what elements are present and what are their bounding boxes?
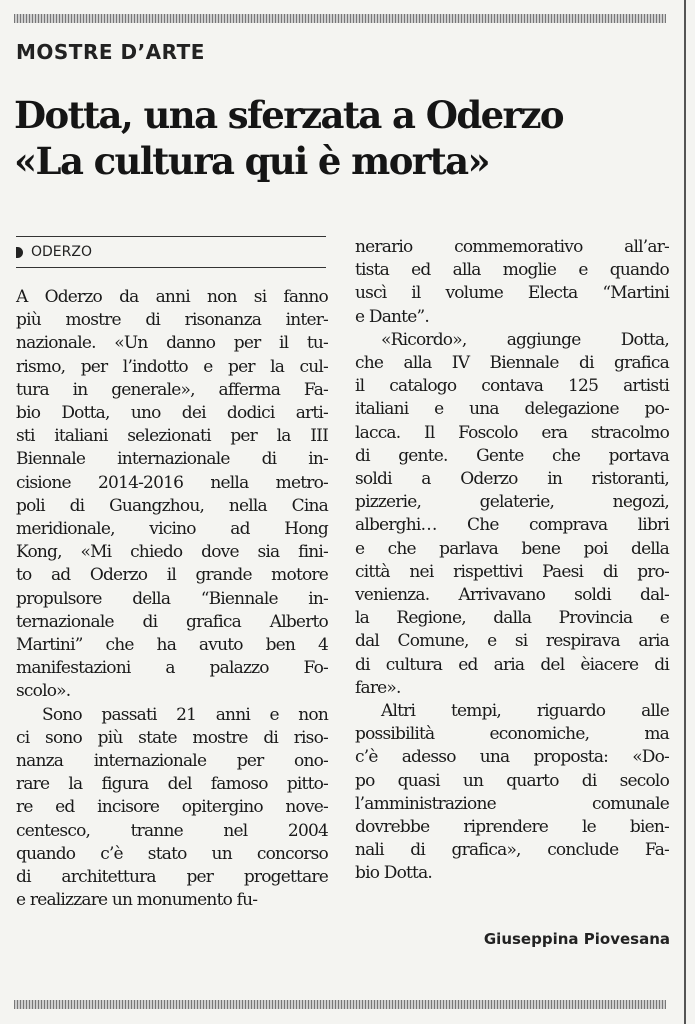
headline: [14, 92, 674, 184]
paragraph: [355, 329, 669, 700]
paragraph: [16, 704, 328, 913]
text-line: città nei rispettivi Paesi di pro-: [355, 561, 669, 582]
text-line: nali di grafica», conclude Fa-: [355, 840, 669, 861]
text-line: «Ricordo», aggiunge Dotta,: [381, 329, 669, 350]
article-column-2: [355, 236, 669, 886]
text-line: cisione 2014-2016 nella metro-: [16, 472, 328, 493]
text-line: il catalogo contava 125 artisti: [355, 376, 669, 397]
text-line: l’amministrazione comunale: [355, 793, 669, 814]
text-line: fare».: [355, 677, 401, 698]
paragraph: [16, 286, 328, 704]
text-line: quando c’è stato un concorso: [16, 843, 328, 864]
text-line: pizzerie, gelaterie, negozi,: [355, 492, 669, 513]
text-line: rismo, per l’indotto e per la cul-: [16, 356, 328, 377]
text-line: re ed incisore opitergino nove-: [16, 797, 328, 818]
article-column-1: [16, 286, 328, 912]
text-line: bio Dotta, uno dei dodici arti-: [16, 403, 328, 424]
text-line: italiani e una delegazione po-: [355, 399, 669, 420]
text-line: più mostre di risonanza inter-: [16, 310, 328, 331]
dateline: [16, 236, 326, 268]
text-line: che alla IV Biennale di grafica: [355, 353, 669, 374]
text-line: soldi a Oderzo in ristoranti,: [355, 469, 669, 490]
text-line: e realizzare un monumento fu-: [16, 890, 258, 911]
text-line: nanza internazionale per ono-: [16, 751, 328, 772]
text-line: di cultura ed aria del èiacere di: [355, 654, 669, 675]
section-label: MOSTRE D’ARTE: [16, 40, 205, 64]
text-line: rare la figura del famoso pitto-: [16, 774, 328, 795]
text-line: di architettura per progettare: [16, 867, 328, 888]
text-line: dal Comune, e si respirava aria: [355, 631, 669, 652]
text-line: Biennale internazionale di in-: [16, 449, 328, 470]
pointer-icon: [16, 247, 23, 258]
top-border: [14, 14, 666, 23]
text-line: bio Dotta.: [355, 863, 433, 884]
text-line: Sono passati 21 anni e non: [42, 704, 328, 725]
text-line: manifestazioni a palazzo Fo-: [16, 658, 328, 679]
text-line: centesco, tranne nel 2004: [16, 820, 328, 841]
text-line: poli di Guangzhou, nella Cina: [16, 495, 328, 516]
text-line: ci sono più state mostre di riso-: [16, 727, 328, 748]
text-line: po quasi un quarto di secolo: [355, 770, 669, 791]
text-line: di gente. Gente che portava: [355, 445, 669, 466]
text-line: scolo».: [16, 681, 71, 702]
text-line: sti italiani selezionati per la III: [16, 426, 328, 447]
text-line: ternazionale di grafica Alberto: [16, 611, 328, 632]
text-line: to ad Oderzo il grande motore: [16, 565, 328, 586]
text-line: e che parlava bene poi della: [355, 538, 669, 559]
text-line: Altri tempi, riguardo alle: [381, 701, 669, 722]
text-line: nerario commemorativo all’ar-: [355, 237, 669, 257]
text-line: la Regione, dalla Provincia e: [355, 608, 669, 629]
text-line: tista ed alla moglie e quando: [355, 260, 669, 281]
headline-line-2: «La cultura qui è morta»: [14, 139, 490, 183]
bottom-border: [14, 1000, 666, 1009]
text-line: propulsore della “Biennale in-: [16, 588, 328, 609]
text-line: tura in generale», afferma Fa-: [16, 379, 328, 400]
text-line: Martini” che ha avuto ben 4: [16, 635, 328, 656]
paragraph: [355, 700, 669, 886]
text-line: nazionale. «Un danno per il tu-: [16, 333, 328, 354]
column-rule: [684, 0, 686, 1024]
text-line: A Oderzo da anni non si fanno: [16, 287, 328, 307]
text-line: uscì il volume Electa “Martini: [355, 283, 669, 304]
dateline-text: ODERZO: [31, 244, 92, 260]
text-line: venienza. Arrivavano soldi dal-: [355, 585, 669, 606]
text-line: lacca. Il Foscolo era stracolmo: [355, 422, 669, 443]
paragraph: [355, 236, 669, 329]
text-line: alberghi… Che comprava libri: [355, 515, 669, 536]
headline-line-1: Dotta, una sferzata a Oderzo: [14, 93, 563, 137]
byline: Giuseppina Piovesana: [483, 930, 670, 948]
text-line: meridionale, vicino ad Hong: [16, 519, 328, 540]
text-line: e Dante”.: [355, 306, 429, 327]
text-line: dovrebbe riprendere le bien-: [355, 817, 669, 838]
text-line: possibilità economiche, ma: [355, 724, 669, 745]
text-line: c’è adesso una proposta: «Do-: [355, 747, 669, 768]
text-line: Kong, «Mi chiedo dove sia fini-: [16, 542, 328, 563]
